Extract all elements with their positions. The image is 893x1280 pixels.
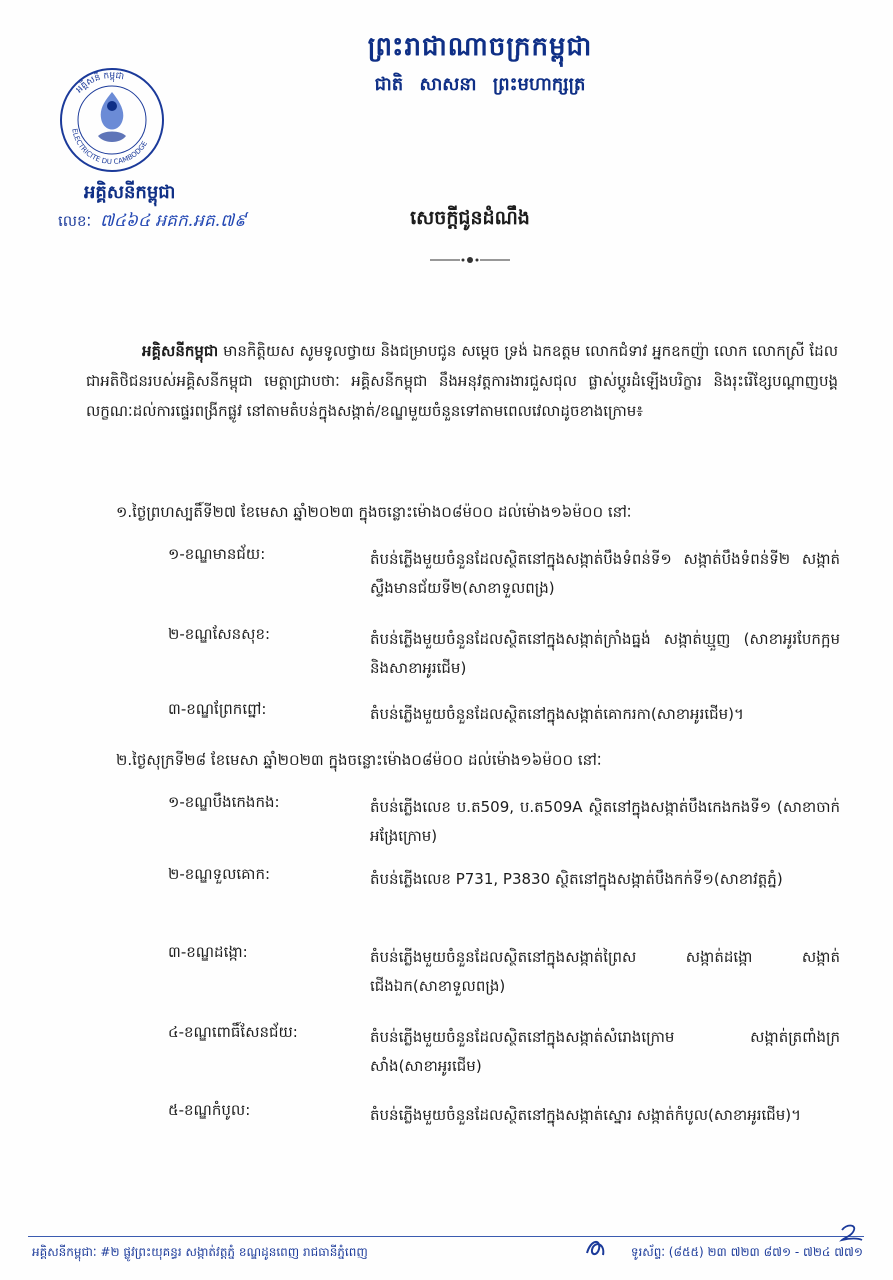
schedule-row <box>168 700 840 729</box>
schedule-row <box>168 1023 840 1081</box>
title-ornament-divider <box>430 250 510 269</box>
reference-row <box>58 210 246 235</box>
district-label: ១-ខណ្ឌមានជ័យ: <box>168 545 266 563</box>
org-name: អគ្គិសនីកម្ពុជា <box>84 182 176 203</box>
intro-paragraph <box>86 336 838 426</box>
seal-bottom-text: ELECTRICITE DU CAMBODGE <box>70 127 150 167</box>
area-description: តំបន់ភ្លើងមួយចំនួនដែលស្ថិតនៅក្នុងសង្កាត់ព្រៃស សង្កាត់ដង្កោ សង្កាត់ជើងឯក(សាខាទួលពង្រ) <box>370 948 840 995</box>
footer-address: អគ្គិសនីកម្ពុជាៈ #២ ផ្លូវព្រះយុគន្ធរ សង្កាត់វត្តភ្នំ ខណ្ឌដូនពេញ រាជធានីភ្នំពេញ <box>32 1245 368 1259</box>
kingdom-header <box>330 30 630 99</box>
area-description: តំបន់ភ្លើងមួយចំនួនដែលស្ថិតនៅក្នុងសង្កាត់បឹងទំពន់ទី១ សង្កាត់បឹងទំពន់ទី២ សង្កាត់ស្ទឹងមានជ័យទី២(សាខាទួលពង្រ) <box>370 550 840 597</box>
page-initial-mark <box>836 1222 866 1248</box>
kingdom-title: ព្រះរាជាណាចក្រកម្ពុជា <box>367 32 593 62</box>
schedule-row <box>168 1101 840 1130</box>
district-label: ២-ខណ្ឌទួលគោក: <box>168 865 271 883</box>
intro-lead: អគ្គិសនីកម្ពុជា <box>142 342 219 360</box>
district-label: ៣-ខណ្ឌព្រែកព្នៅ: <box>168 700 267 718</box>
section-heading-1: ១.ថ្ងៃព្រហស្បតិ៍ទី២៧ ខែមេសា ឆ្នាំ២០២៣ ក្នុងចន្លោះម៉ោង០៨ម៉០០ ដល់ម៉ោង១៦ម៉០០ នៅៈ <box>116 503 632 521</box>
area-description: តំបន់ភ្លើងលេខ ប.ត509, ប.ត509A ស្ថិតនៅក្នុងសង្កាត់បឹងកេងកងទី១ (សាខាចាក់អង្រែក្រោម) <box>370 798 840 845</box>
schedule-row <box>168 865 840 894</box>
schedule-row <box>168 793 840 851</box>
seal-graphic <box>58 66 166 174</box>
area-description: តំបន់ភ្លើងលេខ P731, P3830 ស្ថិតនៅក្នុងសង្កាត់បឹងកក់ទី១(សាខាវត្តភ្នំ) <box>370 870 783 888</box>
intro-text: មានកិត្តិយស សូមទូលថ្វាយ និងជម្រាបជូន សម្ដេច ទ្រង់ ឯកឧត្តម លោកជំទាវ អ្នកឧកញ៉ា លោក លោកស្រី ដែលជាអតិថិជនរបស់អគ្គិសនីកម្ពុជា មេត្តាជ្រាបថាៈ អគ្គិសនីកម្ពុជា នឹងអនុវត្តការងារជួសជុល ផ្លាស់ប្ដូរដំឡើងបរិក្ខារ និងរុះរើខ្សែបណ្ដាញបង្គលក្ខណៈដល់ការផ្ទេរពង្រីកផ្លូវ នៅតាមតំបន់ក្នុងសង្កាត់/ខណ្ឌមួយចំនួនទៅតាមពេលវេលាដូចខាងក្រោម៖ <box>86 342 838 420</box>
seal-top-text: អគ្គិសនី កម្ពុជា <box>74 70 125 96</box>
area-description: តំបន់ភ្លើងមួយចំនួនដែលស្ថិតនៅក្នុងសង្កាត់សំរោងក្រោម សង្កាត់ត្រពាំងក្រសាំង(សាខាអូរជើម) <box>370 1028 840 1075</box>
notice-title: សេចក្ដីជូនដំណឹង <box>410 207 530 229</box>
district-label: ១-ខណ្ឌបឹងកេងកង: <box>168 793 280 811</box>
edc-seal-logo <box>58 66 166 174</box>
district-label: ២-ខណ្ឌសែនសុខ: <box>168 625 271 643</box>
footer-phone: ទូរស័ព្ទៈ (៨៥៥) ២៣ ៧២៣ ៨៧១ - ៧២៤ ៧៧១ <box>630 1245 863 1259</box>
ref-label: លេខៈ <box>58 212 92 230</box>
schedule-row <box>168 625 840 683</box>
national-motto: ជាតិ សាសនា ព្រះមហាក្សត្រ <box>374 74 586 95</box>
section-heading-2: ២.ថ្ងៃសុក្រទី២៨ ខែមេសា ឆ្នាំ២០២៣ ក្នុងចន្លោះម៉ោង០៨ម៉០០ ដល់ម៉ោង១៦ម៉០០ នៅៈ <box>116 751 602 769</box>
district-label: ៣-ខណ្ឌដង្កោ: <box>168 943 248 961</box>
ref-number: ៧៤៦៤ អគក.អគ.៧៩ <box>99 211 247 231</box>
area-description: តំបន់ភ្លើងមួយចំនួនដែលស្ថិតនៅក្នុងសង្កាត់គោករកា(សាខាអូរជើម)។ <box>370 705 744 723</box>
svg-text:អគ្គិសនី កម្ពុជា <box>74 71 124 95</box>
area-description: តំបន់ភ្លើងមួយចំនួនដែលស្ថិតនៅក្នុងសង្កាត់ស្នោរ សង្កាត់កំបូល(សាខាអូរជើម)។ <box>370 1106 802 1124</box>
district-label: ៤-ខណ្ឌពោធិ៍សែនជ័យ: <box>168 1023 298 1041</box>
initials-signature <box>583 1235 609 1265</box>
schedule-row <box>168 943 840 1001</box>
area-description: តំបន់ភ្លើងមួយចំនួនដែលស្ថិតនៅក្នុងសង្កាត់ក្រាំងធ្នង់ សង្កាត់ឃ្មួញ (សាខាអូរបែកក្អម និងសាខាអូរជើម) <box>370 630 840 677</box>
footer-divider <box>28 1236 864 1237</box>
schedule-row <box>168 545 840 603</box>
district-label: ៥-ខណ្ឌកំបូល: <box>168 1101 251 1119</box>
